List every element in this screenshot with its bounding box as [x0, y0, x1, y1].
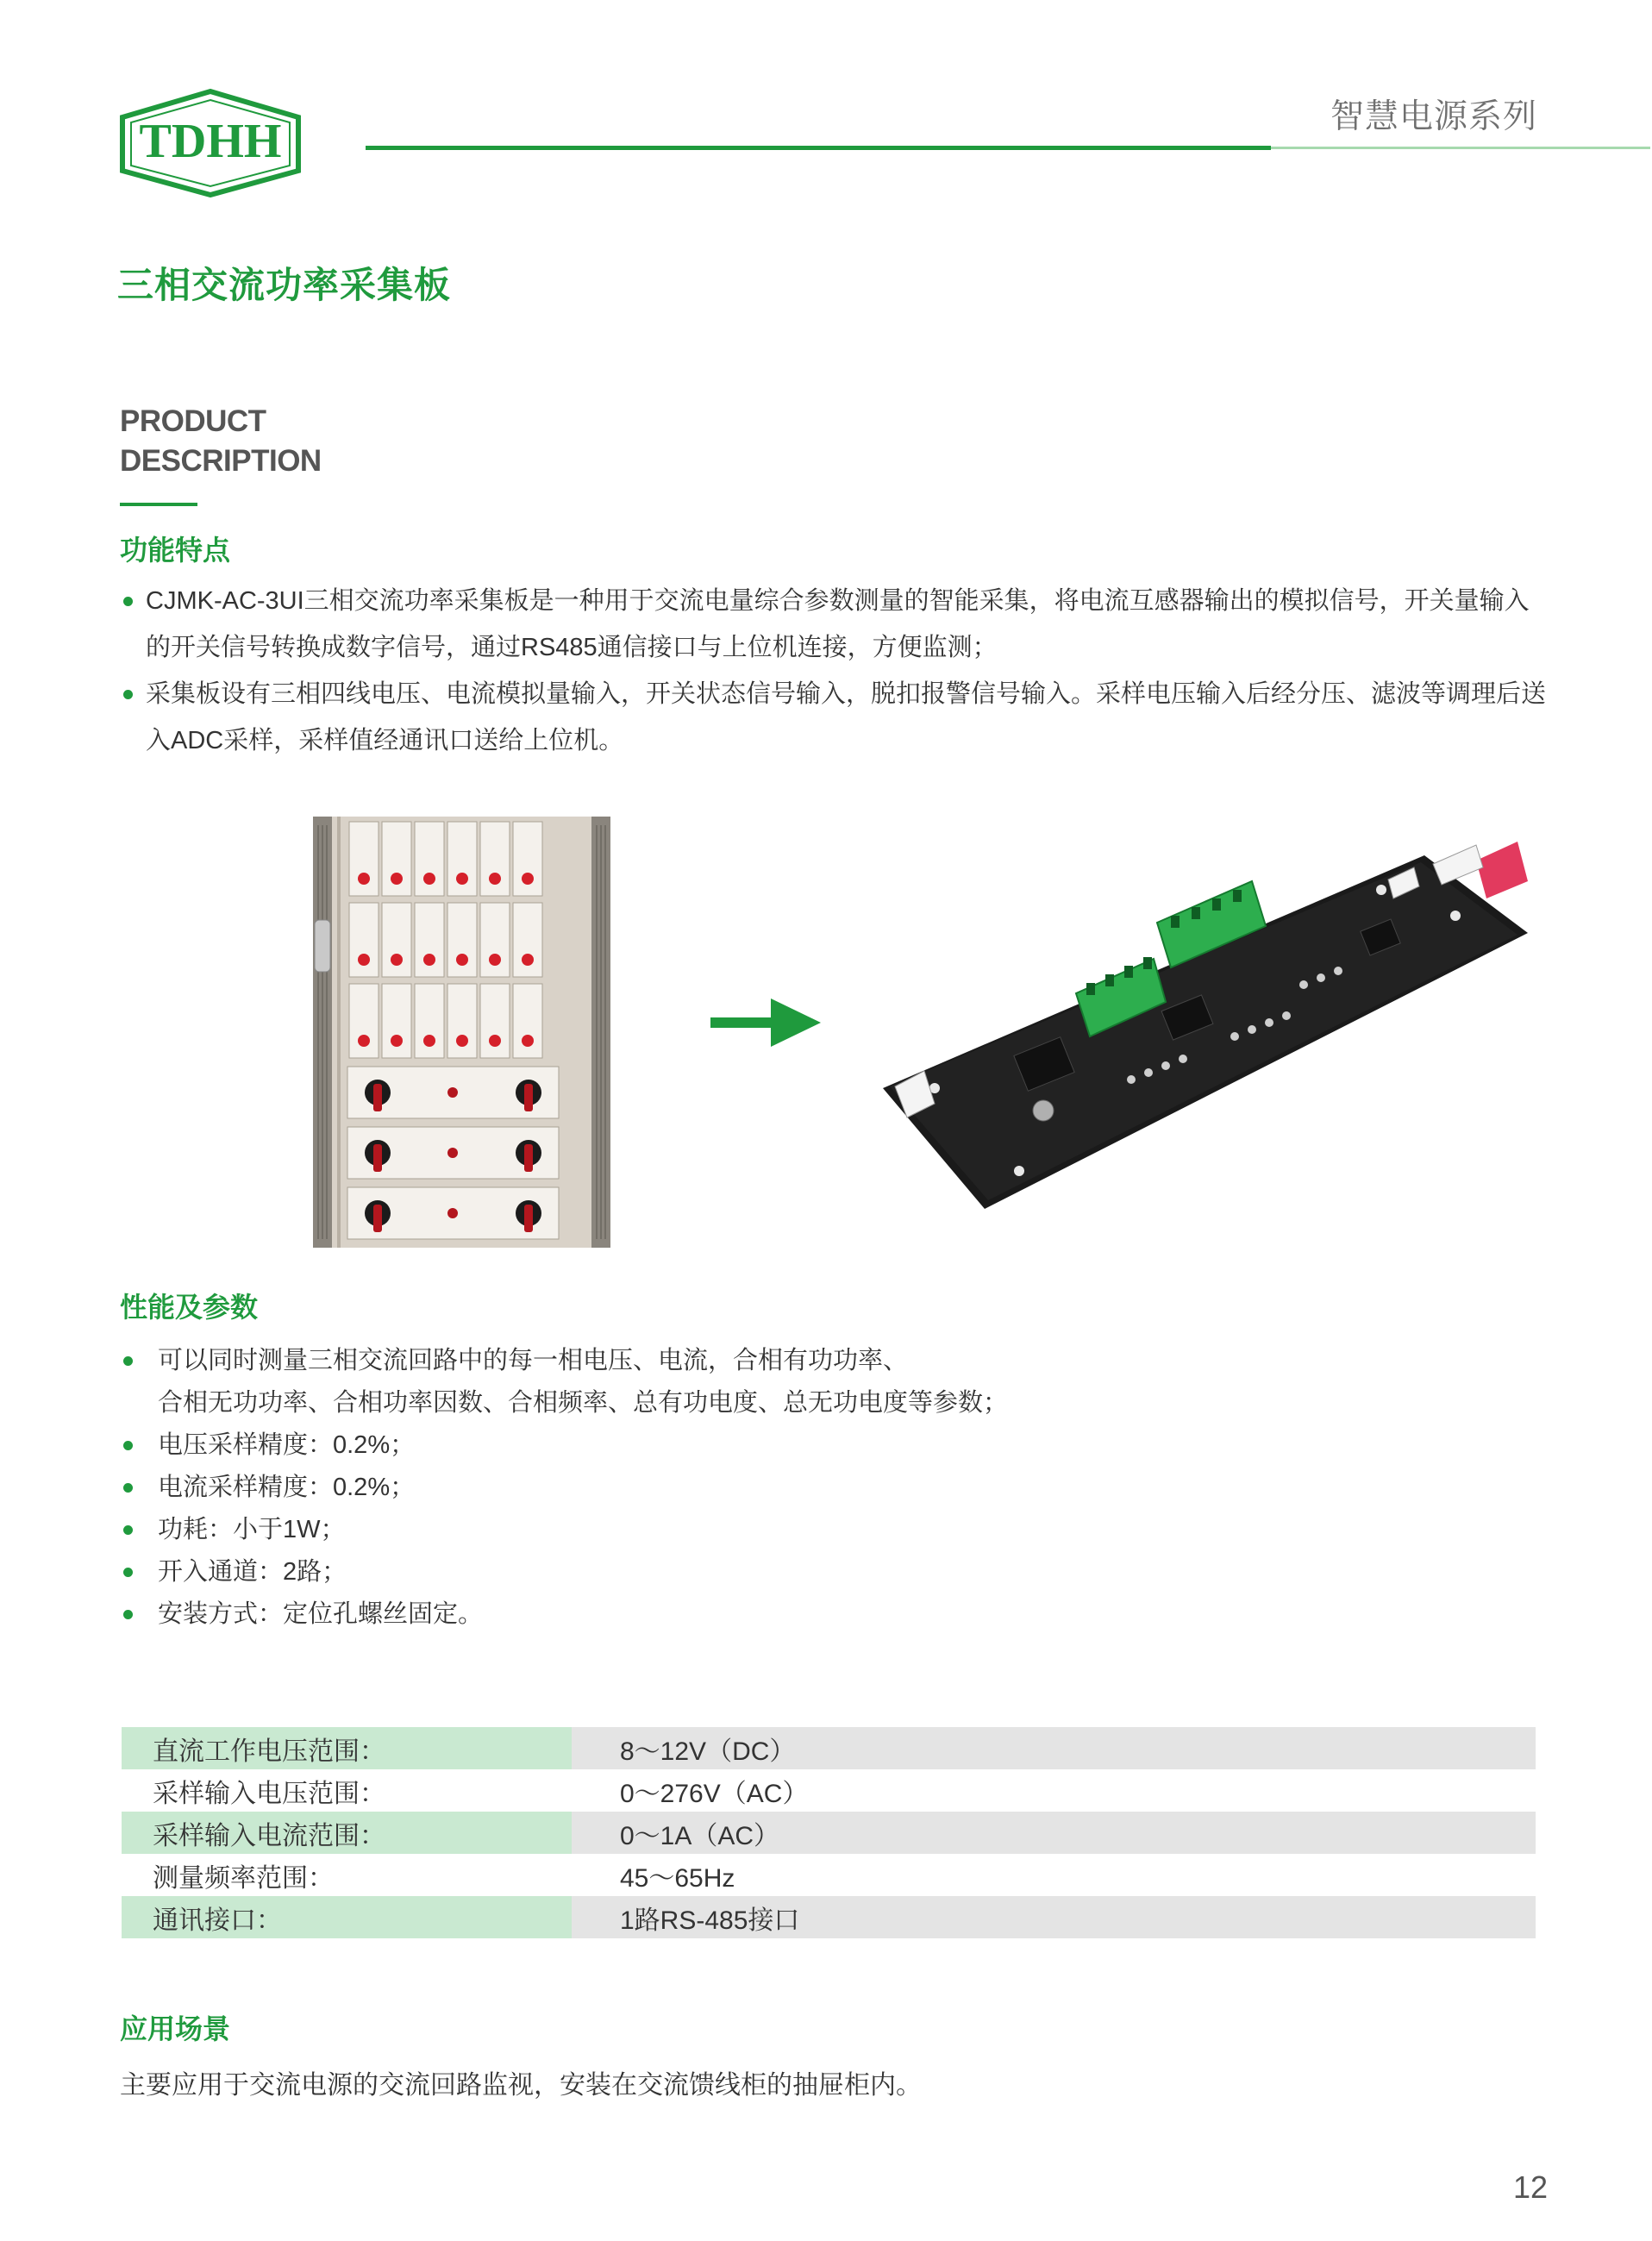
header-divider	[366, 146, 1271, 150]
feature-item: CJMK-AC-3UI三相交流功率采集板是一种用于交流电量综合参数测量的智能采集，将电流互感器输出的模拟信号，开关量输入的开关信号转换成数字信号，通过RS485通信接口与上位机连接，方便监测；	[120, 578, 1551, 671]
spec-label: 测量频率范围：	[153, 1863, 334, 1893]
performance-item: 电流采样精度：0.2%；	[120, 1467, 1551, 1509]
svg-text:TDHH: TDHH	[139, 115, 282, 168]
performance-list	[120, 1340, 1551, 1636]
pd-line2: DESCRIPTION	[120, 444, 322, 478]
performance-item: 安装方式：定位孔螺丝固定。	[120, 1593, 1551, 1636]
product-description-heading	[120, 402, 322, 481]
spec-value: 8～12V（DC）	[572, 1727, 1536, 1769]
performance-item: 电压采样精度：0.2%；	[120, 1424, 1551, 1467]
table-row	[122, 1896, 1536, 1938]
circuit-board-photo	[873, 829, 1528, 1218]
spec-value: 0～276V（AC）	[620, 1779, 809, 1808]
performance-item-line1: 可以同时测量三相交流回路中的每一相电压、电流，合相有功功率、	[158, 1347, 909, 1374]
performance-item-line2: 合相无功功率、合相功率因数、合相频率、总有功电度、总无功电度等参数；	[158, 1389, 1009, 1417]
spec-label: 通讯接口：	[122, 1896, 572, 1938]
application-heading: 应用场景	[120, 2013, 231, 2044]
series-label: 智慧电源系列	[1330, 98, 1537, 135]
pd-underline	[120, 503, 197, 506]
spec-label: 直流工作电压范围：	[122, 1727, 572, 1769]
table-row	[122, 1769, 1536, 1812]
tdhh-logo	[117, 88, 303, 198]
feature-item: 采集板设有三相四线电压、电流模拟量输入，开关状态信号输入，脱扣报警信号输入。采样电压输入后经分压、滤波等调理后送入ADC采样，采样值经通讯口送给上位机。	[120, 671, 1551, 764]
arrow-right-icon	[710, 998, 821, 1047]
performance-item	[120, 1340, 1551, 1424]
spec-table	[122, 1727, 1536, 1938]
page-title: 三相交流功率采集板	[117, 265, 452, 305]
spec-label: 采样输入电压范围：	[153, 1779, 385, 1808]
header-divider-light	[1271, 147, 1650, 149]
table-row	[122, 1854, 1536, 1896]
cabinet-photo	[313, 817, 610, 1248]
spec-value: 0～1A（AC）	[572, 1812, 1536, 1854]
performance-item: 开入通道：2路；	[120, 1551, 1551, 1593]
table-row	[122, 1812, 1536, 1854]
spec-value: 1路RS-485接口	[572, 1896, 1536, 1938]
spec-value: 45～65Hz	[620, 1863, 735, 1893]
performance-heading: 性能及参数	[120, 1292, 259, 1323]
page-number: 12	[1512, 2169, 1548, 2205]
features-heading: 功能特点	[120, 535, 231, 566]
table-row	[122, 1727, 1536, 1769]
performance-item: 功耗：小于1W；	[120, 1509, 1551, 1551]
pd-line1: PRODUCT	[120, 404, 266, 438]
application-text: 主要应用于交流电源的交流回路监视，安装在交流馈线柜的抽屉柜内。	[120, 2071, 922, 2100]
spec-label: 采样输入电流范围：	[122, 1812, 572, 1854]
features-list	[120, 578, 1551, 764]
